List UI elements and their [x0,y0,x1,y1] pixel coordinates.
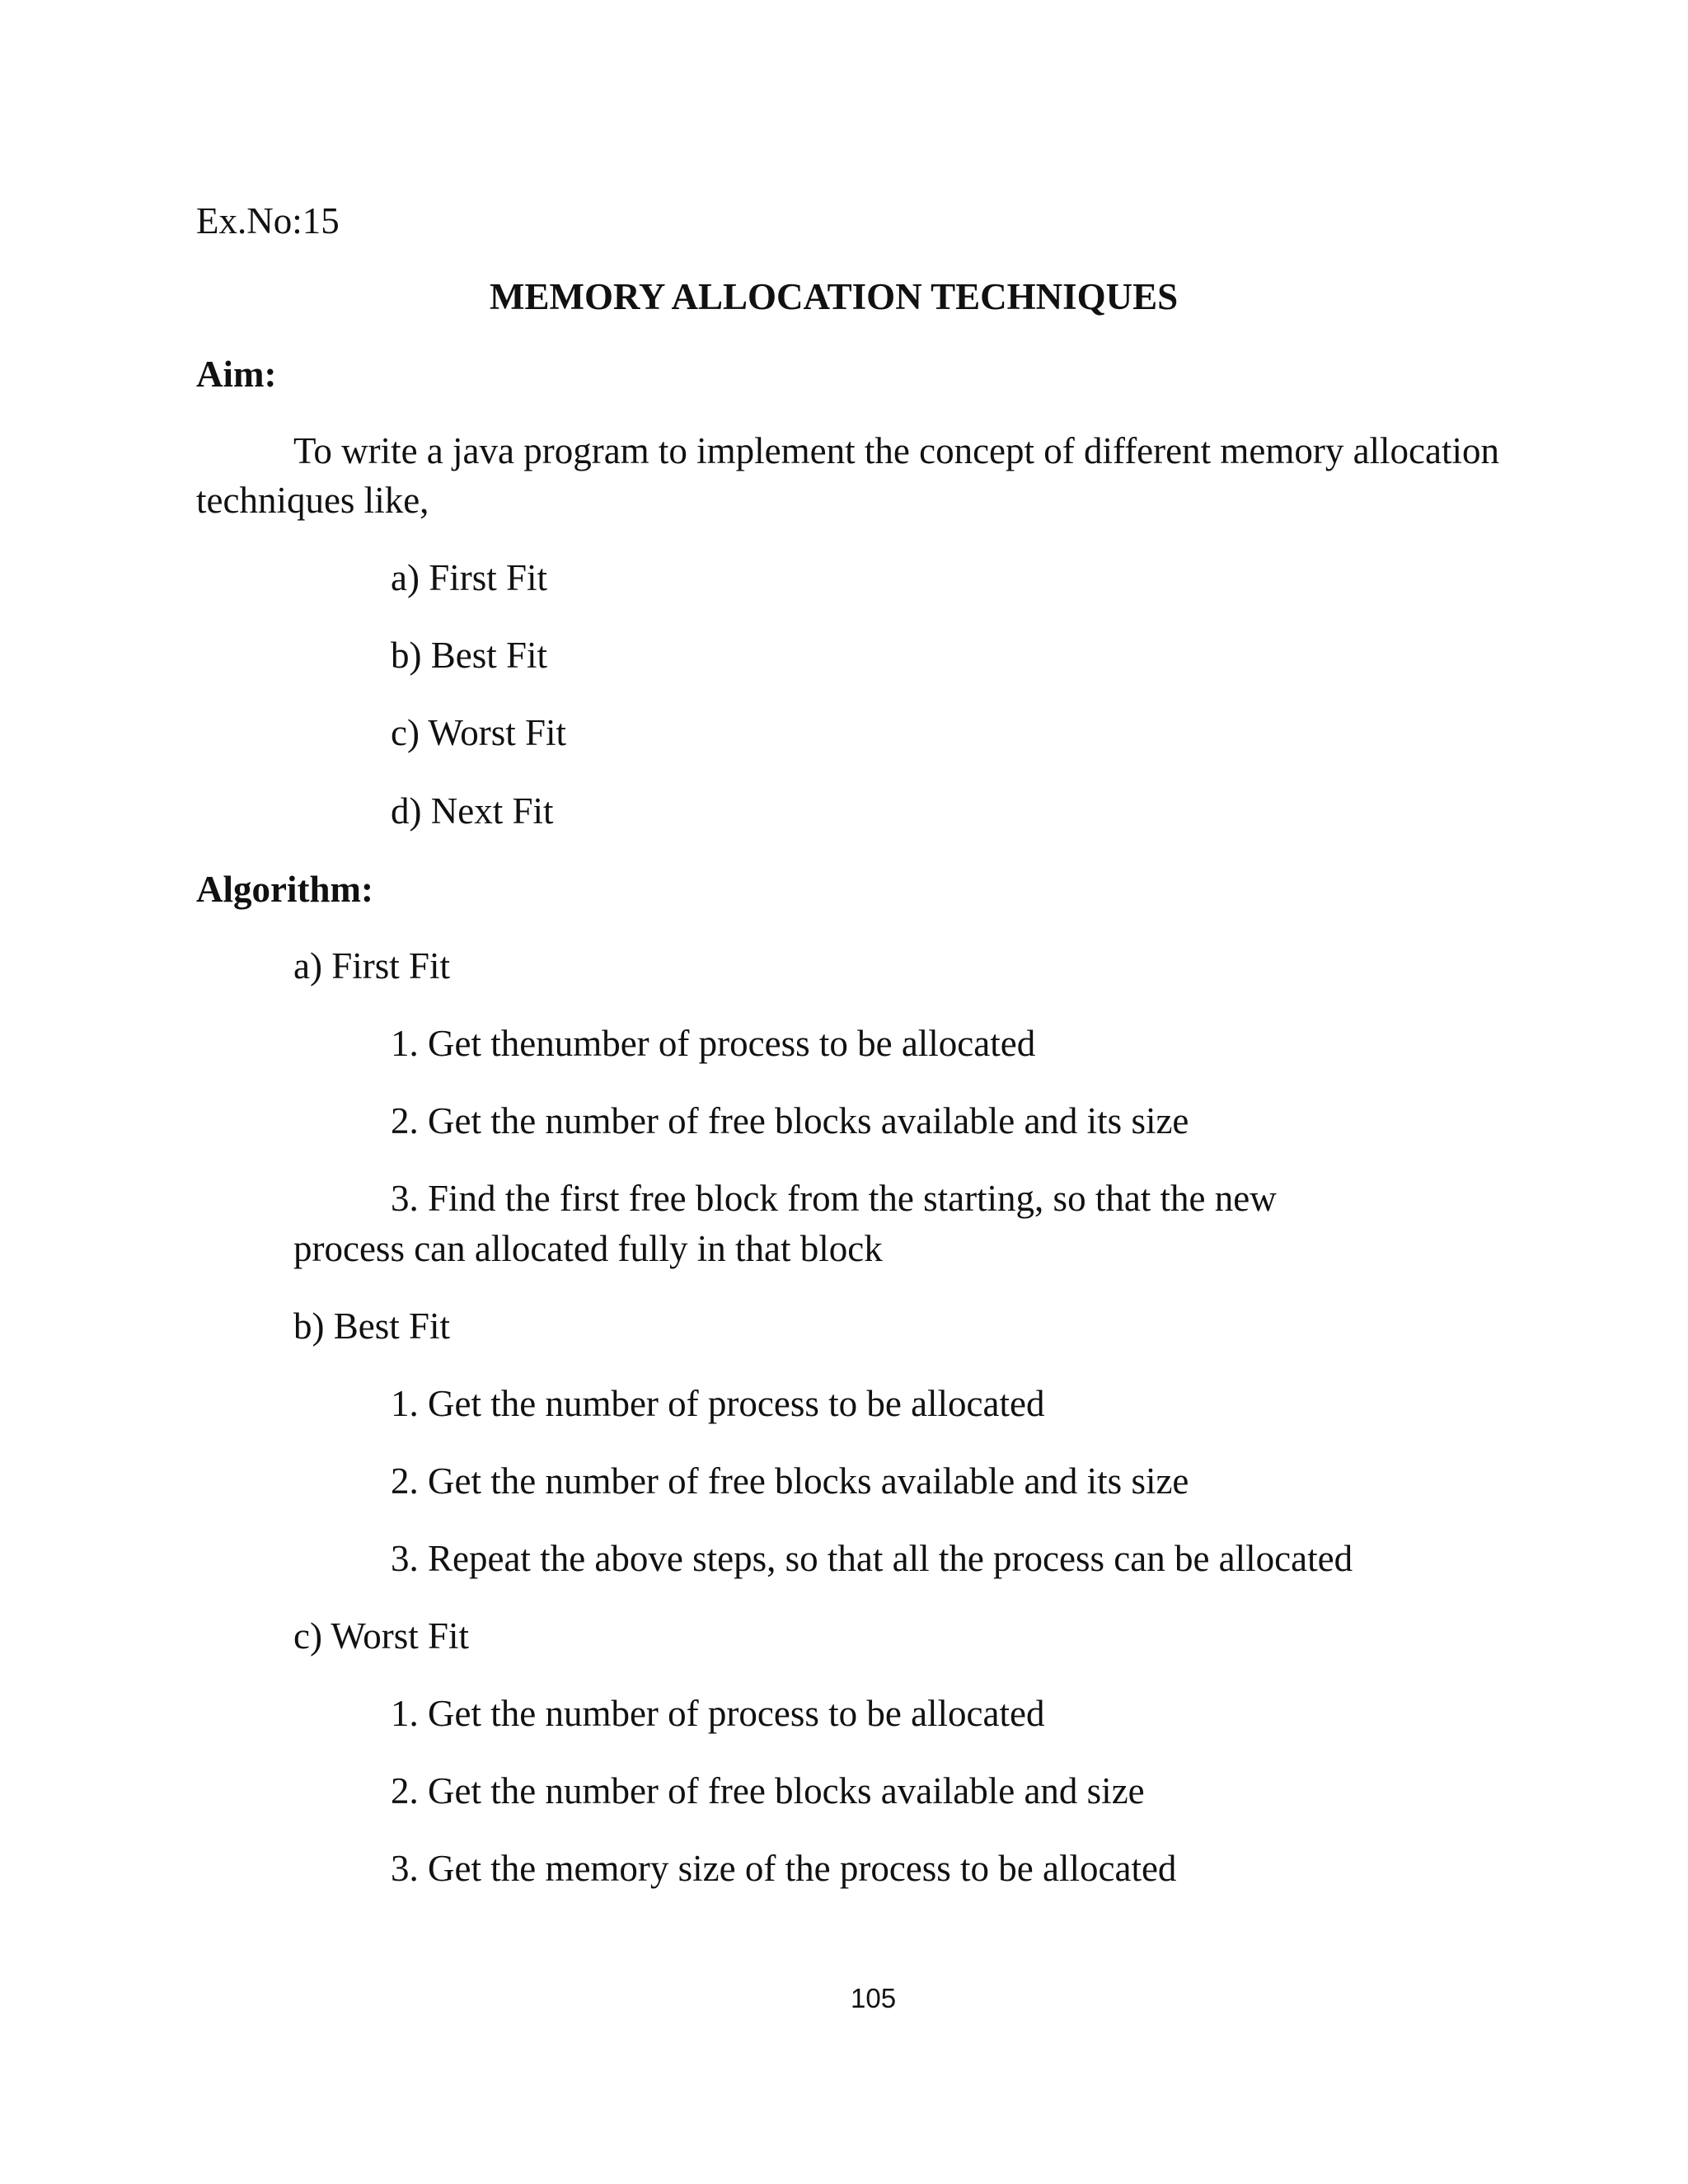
technique-item: d) Next Fit [391,790,554,832]
algorithm-heading: Algorithm: [196,869,373,910]
first-fit-step: 3. Find the first free block from the starting, so that the new [391,1178,1277,1219]
page-title: MEMORY ALLOCATION TECHNIQUES [490,276,1179,317]
exercise-number: Ex.No:15 [196,200,340,241]
aim-text-line-2: techniques like, [196,480,429,521]
first-fit-step: 1. Get thenumber of process to be allocated [391,1023,1036,1064]
first-fit-step: 2. Get the number of free blocks available and its size [391,1100,1189,1141]
first-fit-step-continuation: process can allocated fully in that block [293,1228,883,1269]
best-fit-title: b) Best Fit [293,1305,451,1347]
aim-heading: Aim: [196,354,277,395]
worst-fit-step: 2. Get the number of free blocks available and size [391,1770,1145,1811]
aim-text-line-1: To write a java program to implement the concept of different memory allocation [293,430,1500,471]
technique-item: c) Worst Fit [391,712,567,753]
worst-fit-step: 1. Get the number of process to be allocated [391,1693,1045,1734]
best-fit-step: 2. Get the number of free blocks available and its size [391,1460,1189,1502]
first-fit-title: a) First Fit [293,945,451,987]
page-number: 105 [851,1983,897,2013]
worst-fit-step: 3. Get the memory size of the process to be allocated [391,1848,1177,1889]
worst-fit-title: c) Worst Fit [293,1615,470,1657]
best-fit-step: 1. Get the number of process to be allocated [391,1383,1045,1424]
technique-item: b) Best Fit [391,635,548,676]
best-fit-step: 3. Repeat the above steps, so that all the process can be allocated [391,1538,1353,1579]
technique-item: a) First Fit [391,557,548,598]
